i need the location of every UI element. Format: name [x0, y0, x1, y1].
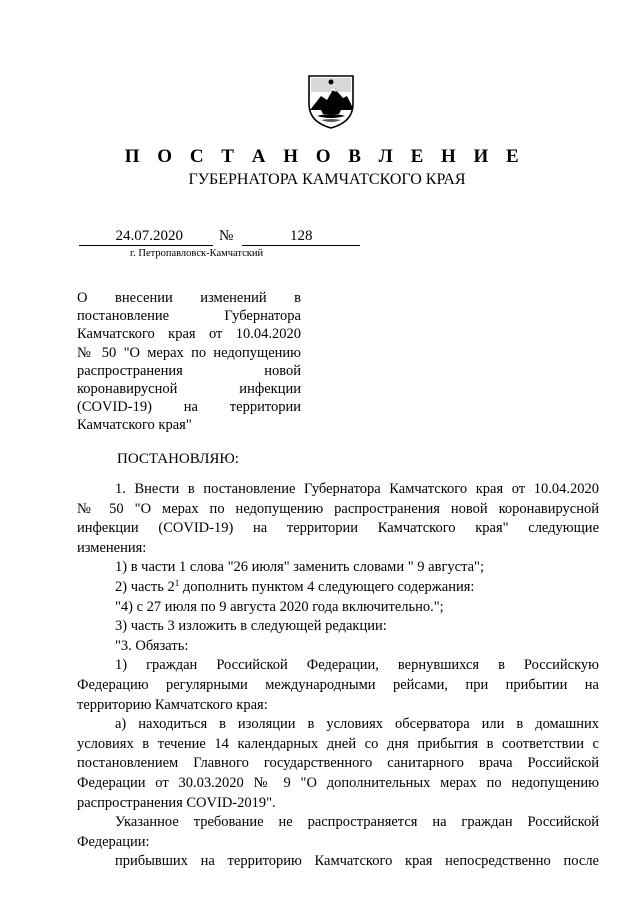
body-line: 3) часть 3 изложить в следующей редакции: — [115, 618, 387, 635]
kamchatka-coat-of-arms-icon — [301, 70, 361, 130]
item2-superscript: 1 — [174, 577, 180, 588]
body-line: 1) граждан Российской Федерации, вернувшихся в Российскую — [115, 657, 599, 674]
document-date: 24.07.2020 — [79, 229, 213, 246]
document-title: П О С Т А Н О В Л Е Н И Е — [124, 146, 526, 167]
subject-line: постановление Губернатора — [77, 308, 301, 325]
body-line: изменения: — [77, 539, 147, 556]
document-issuer: ГУБЕРНАТОРА КАМЧАТСКОГО КРАЯ — [188, 171, 466, 188]
body-line: Федерацию регулярными международными рейсами, при прибытии на — [77, 676, 599, 693]
document-body — [77, 480, 599, 872]
body-line: Федерации: — [77, 833, 150, 850]
body-line: "3. Обязать: — [115, 637, 189, 654]
body-line: распространения COVID-2019". — [77, 794, 276, 811]
body-line: 1) в части 1 слова "26 июля" заменить словами " 9 августа"; — [115, 559, 484, 576]
item2-text: 2) часть 2 — [115, 578, 175, 595]
document-city: г. Петропавловск-Камчатский — [130, 248, 264, 259]
subject-line: коронавирусной инфекции — [77, 380, 301, 397]
body-line: а) находиться в изоляции в условиях обсерватора или в домашних — [115, 716, 599, 733]
body-line: инфекции (COVID-19) на территории Камчатского края" следующие — [77, 520, 599, 537]
document-subject — [77, 289, 301, 435]
subject-line: (COVID-19) на территории — [77, 399, 301, 416]
document-number: 128 — [242, 229, 360, 246]
body-line-item2 — [77, 578, 599, 598]
body-line: условиях в течение 14 календарных дней со дня прибытия в соответствии с — [77, 735, 599, 752]
subject-line: распространения новой — [77, 362, 301, 379]
body-line: "4) с 27 июля по 9 августа 2020 года включительно."; — [115, 598, 444, 615]
decree-word: ПОСТАНОВЛЯЮ: — [117, 451, 239, 467]
body-line: Федерации от 30.03.2020 № 9 "О дополнительных мерах по недопущению — [77, 774, 599, 791]
subject-line: О внесении изменений в — [77, 290, 301, 306]
body-line: прибывших на территорию Камчатского края непосредственно после — [115, 853, 599, 870]
body-line: постановлением Главного государственного санитарного врача Российской — [77, 755, 599, 772]
subject-line: № 50 "О мерах по недопущению — [77, 344, 301, 361]
body-line: № 50 "О мерах по недопущению распространения новой коронавирусной — [77, 500, 599, 517]
number-label: № — [219, 228, 234, 244]
body-line: 1. Внести в постановление Губернатора Камчатского края от 10.04.2020 — [115, 481, 599, 497]
item2-text-tail: дополнить пунктом 4 следующего содержания: — [179, 578, 475, 595]
body-line: территорию Камчатского края: — [77, 696, 268, 713]
subject-line: Камчатского края" — [77, 417, 192, 434]
subject-line: Камчатского края от 10.04.2020 — [77, 326, 301, 343]
body-line: Указанное требование не распространяется на граждан Российской — [115, 814, 599, 831]
